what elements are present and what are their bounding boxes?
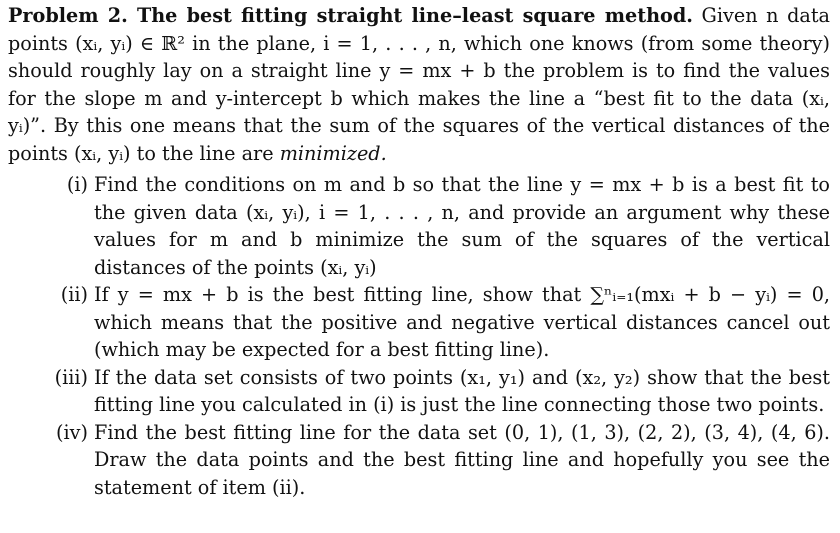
problem-item xyxy=(8,419,830,502)
problem-item xyxy=(8,364,830,419)
problem-intro-emphasis: minimized. xyxy=(279,141,387,165)
problem-item-label: (i) xyxy=(66,173,88,196)
problem-item-label: (iii) xyxy=(54,365,88,389)
problem-item-label: (ii) xyxy=(60,283,88,306)
problem-item-text: Find the best fitting line for the data set (0, 1), (1, 3), (2, 2), (3, 4), (4, 6). Draw the data points and the best fitting line and hopefully you see the statement of item (ii). xyxy=(94,420,830,499)
problem-item xyxy=(8,171,830,281)
problem-item xyxy=(8,281,830,364)
problem-items xyxy=(8,171,830,501)
problem-item-text: If y = mx + b is the best fitting line, show that ∑ⁿᵢ₌₁(mxᵢ + b − yᵢ) = 0, which means that the positive and negative vertical distances cancel out (which may be expected for a best fitting line). xyxy=(94,283,830,361)
problem-item-text: If the data set consists of two points (x₁, y₁) and (x₂, y₂) show that the best fitting line you calculated in (i) is just the line connecting those two points. xyxy=(94,365,830,416)
problem-heading: Problem 2. The best fitting straight line–least square method. xyxy=(8,4,693,27)
problem-item-text: Find the conditions on m and b so that the line y = mx + b is a best fit to the given data (xᵢ, yᵢ), i = 1, . . . , n, and provide an argument why these values for m and b minimize the sum of the squares of the vertical distances of the points (xᵢ, yᵢ) xyxy=(94,173,830,279)
problem-item-label: (iv) xyxy=(56,420,88,444)
problem-intro xyxy=(8,2,830,167)
problem-intro-text: Given n data points (xᵢ, yᵢ) ∈ ℝ² in the plane, i = 1, . . . , n, which one knows (from some theory) should roughly lay on a straight line y = mx + b the problem is to find the values for the slope m and y-intercept b which makes the line a “best fit to the data (xᵢ, yᵢ)”. By this one means that the sum of the squares of the vertical distances of the points (xᵢ, yᵢ) to the line are xyxy=(8,4,830,165)
